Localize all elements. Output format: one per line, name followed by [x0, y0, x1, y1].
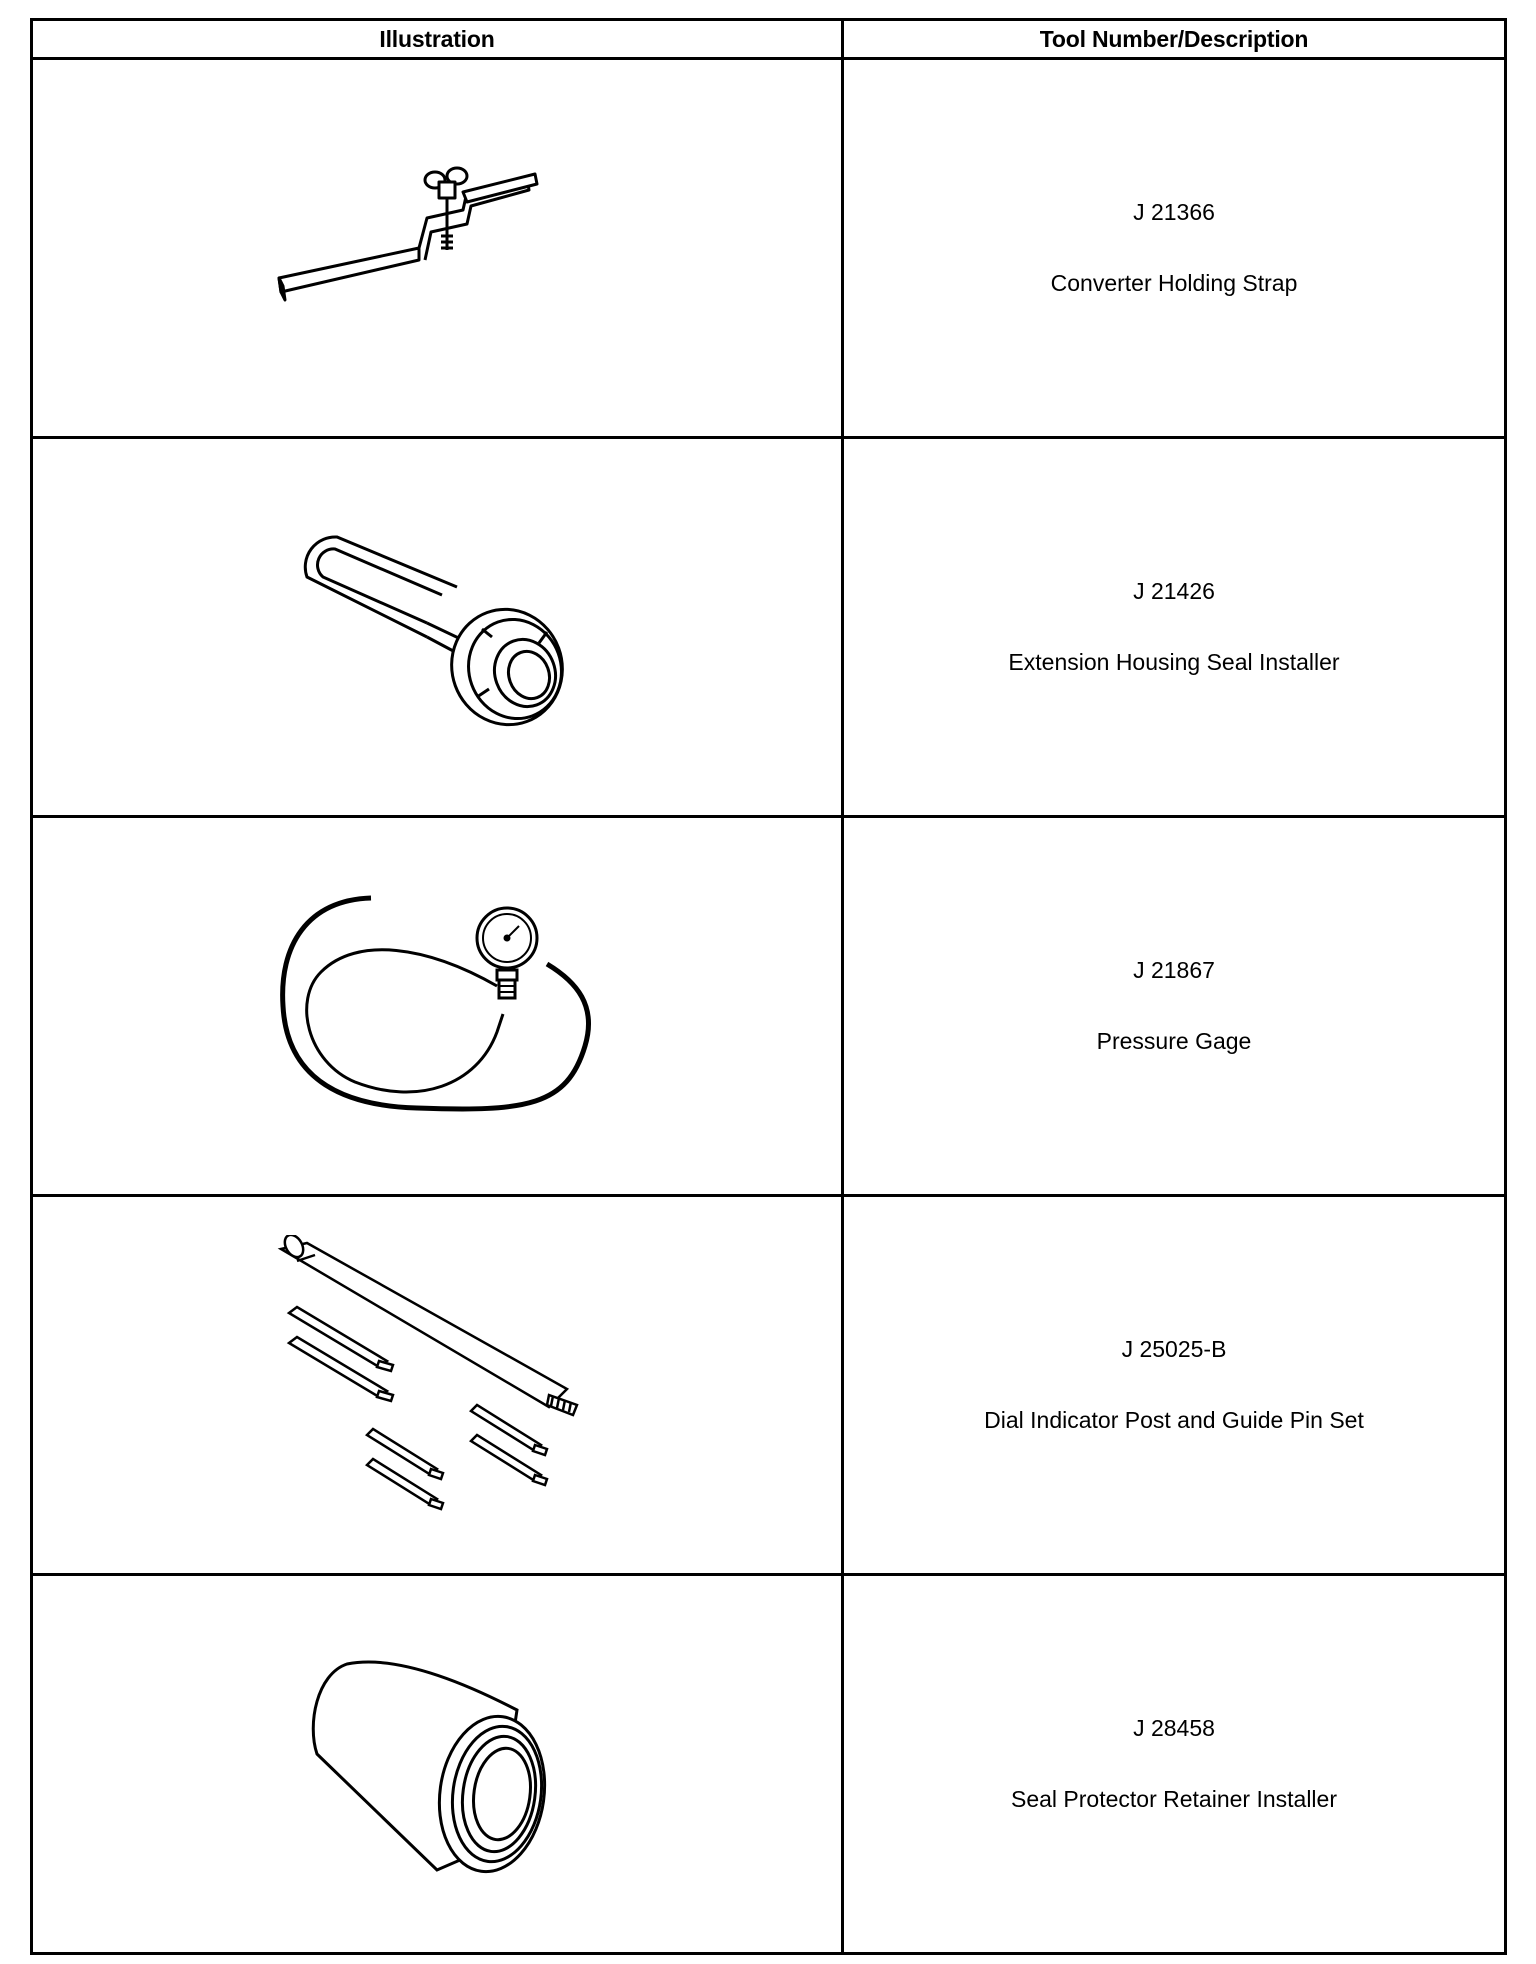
description-cell [843, 438, 1506, 817]
table-row [32, 438, 1506, 817]
tool-description: Converter Holding Strap [1050, 270, 1298, 296]
table-row [32, 59, 1506, 438]
illustration-cell [32, 1575, 843, 1954]
tool-number: J 21426 [1133, 578, 1215, 604]
seal-protector-installer-icon [287, 1644, 587, 1884]
tool-description: Extension Housing Seal Installer [1008, 649, 1340, 675]
header-illustration: Illustration [32, 20, 843, 59]
table-row [32, 1196, 1506, 1575]
table-row [32, 817, 1506, 1196]
tool-description: Seal Protector Retainer Installer [1011, 1786, 1337, 1812]
table-row [32, 1575, 1506, 1954]
description-cell [843, 817, 1506, 1196]
illustration-cell [32, 817, 843, 1196]
tool-number: J 21867 [1133, 957, 1215, 983]
illustration-cell [32, 438, 843, 817]
special-tools-table [30, 18, 1507, 1955]
illustration-cell [32, 1196, 843, 1575]
dial-indicator-post-set-icon [267, 1235, 607, 1535]
tool-number: J 28458 [1133, 1715, 1215, 1741]
tool-description: Pressure Gage [1096, 1028, 1252, 1054]
tool-number: J 25025-B [1121, 1336, 1227, 1362]
converter-holding-strap-icon [267, 148, 607, 348]
header-tool-description: Tool Number/Description [843, 20, 1506, 59]
tool-number: J 21366 [1133, 199, 1215, 225]
illustration-cell [32, 59, 843, 438]
seal-installer-icon [277, 517, 597, 737]
description-cell [843, 1575, 1506, 1954]
description-cell [843, 59, 1506, 438]
table-header-row [32, 20, 1506, 59]
pressure-gage-icon [267, 886, 607, 1126]
description-cell [843, 1196, 1506, 1575]
tool-description: Dial Indicator Post and Guide Pin Set [984, 1407, 1364, 1433]
